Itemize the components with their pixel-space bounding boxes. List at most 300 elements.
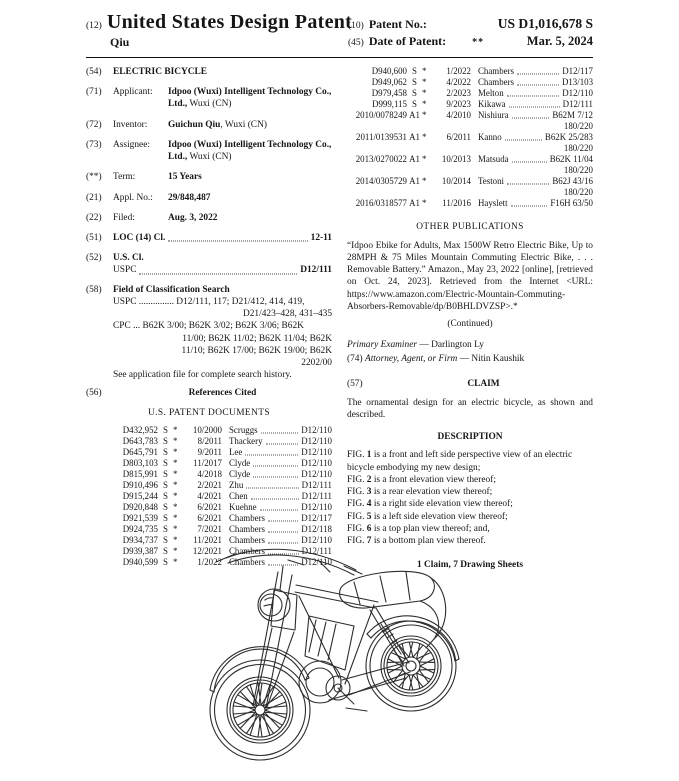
citation-asterisk: *	[422, 198, 427, 209]
citation-class-continuation: 180/220	[563, 187, 593, 198]
fig-number: 6	[366, 523, 372, 534]
uspc-label: USPC	[113, 265, 137, 276]
citation-row	[98, 513, 332, 524]
figure-description-line	[347, 449, 593, 473]
citation-date: 1/2022	[197, 557, 222, 568]
front-fork	[253, 566, 297, 708]
citation-date: 4/2018	[197, 468, 222, 479]
patent-figure	[168, 538, 516, 781]
field-value-bold: Idpoo (Wuxi) Intelligent Technology Co., Ltd.,	[168, 139, 332, 163]
field-value	[168, 171, 332, 183]
search-history-note: See application file for complete search history.	[113, 370, 292, 381]
citation-number: 2011/0139531	[356, 132, 407, 143]
citation-date: 12/2021	[192, 546, 222, 557]
field-value-plain: , Wuxi (CN)	[220, 119, 267, 130]
citation-class: D12/110	[301, 502, 332, 513]
dot-leader	[260, 510, 299, 511]
citation-asterisk: *	[422, 77, 427, 88]
citation-row	[347, 110, 593, 121]
fig-prefix: FIG.	[347, 474, 367, 485]
citation-kind-code: S	[163, 546, 168, 557]
invention-title: ELECTRIC BICYCLE	[113, 67, 208, 77]
citation-number: 2013/0270022	[355, 154, 407, 165]
header-right	[348, 11, 593, 50]
claims-sheets-summary: 1 Claim, 7 Drawing Sheets	[417, 560, 523, 571]
dot-leader	[261, 432, 299, 433]
citation-row	[347, 176, 593, 187]
inventor-surname: Qiu	[110, 35, 130, 49]
citation-class: B62J 43/16	[552, 176, 593, 187]
attorney-line	[347, 353, 593, 365]
dot-leader	[139, 273, 297, 274]
citation-date: 9/2011	[197, 446, 222, 457]
citation-inventor-name: Chambers	[229, 513, 265, 524]
citation-date: 9/2023	[446, 99, 471, 110]
fig-text: is a top plan view thereof; and,	[371, 523, 490, 534]
citation-class: D13/103	[561, 77, 593, 88]
dot-leader	[517, 85, 559, 86]
citation-number: D999,115	[372, 99, 407, 110]
citation-class: D12/110	[301, 557, 332, 568]
field-label: Applicant:	[113, 87, 153, 98]
citation-row	[98, 447, 332, 458]
citation-number: D803,103	[122, 457, 158, 468]
citation-asterisk: *	[173, 502, 178, 513]
fig-text: is a bottom plan view thereof.	[371, 536, 486, 546]
fig-prefix: FIG.	[347, 499, 367, 510]
citation-class: D12/111	[301, 491, 332, 501]
citation-class-continuation: 180/220	[563, 165, 593, 176]
us-cl-label: U.S. Cl.	[113, 253, 144, 264]
wheel-spoke	[261, 715, 273, 734]
citation-inventor-name: Testoni	[478, 176, 504, 187]
citation-number: D432,952	[122, 424, 158, 435]
field-code: (73)	[86, 139, 102, 150]
citation-inventor-name: Kuehne	[229, 502, 257, 513]
other-publications-text: “Idpoo Ebike for Adults, Max 1500W Retro Electric Bike, Up to 28MPH & 75 Miles Mountain Commuting Electric Bike, . . . Removable Battery.” Amazon., May 23, 2022 [online], [retrieved on Oct. 24, 2023]. Retrieved from the Internet <URL: https://www.amazon.com/Electric-Mountain-Commuting-Absorbers-Removable/dp/B0BHLDVZSP>.*	[347, 240, 593, 312]
bibliographic-row	[86, 171, 332, 183]
citation-kind-code: S	[412, 99, 417, 110]
dot-leader	[509, 107, 560, 108]
figure-description-line	[347, 498, 593, 510]
claim-text: The ornamental design for an electric bicycle, as shown and described.	[347, 397, 593, 421]
bibliographic-row	[86, 212, 332, 224]
citation-inventor-name: Clyde	[229, 457, 251, 468]
field-label: Assignee:	[113, 139, 150, 150]
date-of-patent-label: Date of Patent:	[368, 34, 447, 49]
field-value	[168, 212, 332, 224]
wheel-spoke	[417, 673, 431, 680]
citation-asterisk: *	[173, 435, 178, 446]
fig-text: is a front and left side perspective view of an electric bicycle embodying my new design;	[347, 450, 573, 473]
code-74: (74)	[347, 354, 363, 365]
citation-inventor-name: Clyde	[229, 468, 251, 479]
citation-class: B62K 11/04	[549, 154, 593, 165]
patent-number: US D1,016,678 S	[497, 16, 593, 31]
citation-class-continuation: 180/220	[563, 121, 593, 132]
citation-asterisk: *	[173, 557, 178, 568]
wheel-spoke	[419, 650, 429, 662]
citation-inventor-name: Lee	[229, 446, 243, 457]
dot-leader	[512, 118, 550, 119]
primary-examiner-label: Primary Examiner	[347, 340, 418, 351]
citation-class: F16H 63/50	[550, 198, 593, 209]
primary-examiner-name: — Darlington Ly	[417, 340, 484, 351]
citation-kind-code: S	[163, 513, 168, 524]
document-title: United States Design Patent	[106, 11, 353, 33]
loc-value: 12-11	[310, 232, 332, 243]
dot-leader	[266, 443, 299, 444]
citation-date: 10/2014	[441, 176, 471, 187]
citation-row	[347, 132, 593, 143]
references-cited-title: References Cited	[188, 388, 257, 399]
code-57: (57)	[347, 378, 363, 389]
citation-row	[347, 198, 593, 209]
citation-inventor-name: Kikawa	[478, 99, 506, 110]
citation-class: D12/110	[301, 424, 332, 435]
wheel-spoke	[413, 675, 423, 687]
field-of-search	[86, 284, 332, 382]
citation-asterisk: *	[422, 88, 427, 99]
citation-asterisk: *	[422, 154, 427, 165]
field-search-uspc: USPC ............... D12/111, 117; D21/412, 414, 419,	[113, 296, 305, 307]
citation-inventor-name: Chambers	[229, 524, 265, 535]
field-value-plain: Wuxi (CN)	[187, 152, 232, 163]
uspc-value: D12/111	[300, 265, 332, 276]
citation-row	[98, 480, 332, 491]
code-51: (51)	[86, 232, 102, 243]
citation-inventor-name: Kanno	[478, 132, 502, 143]
citation-number: 2010/0078249	[355, 110, 407, 121]
citation-date: 6/2011	[446, 132, 471, 143]
rear-wheel	[366, 621, 456, 711]
code-58: (58)	[86, 284, 102, 295]
code-45: (45)	[348, 38, 364, 49]
bibliographic-fields	[86, 86, 332, 224]
right-column	[347, 66, 593, 571]
electric-bicycle-drawing	[168, 538, 516, 781]
field-value-bold: Aug. 3, 2022	[168, 212, 218, 223]
patent-date: Mar. 5, 2024	[526, 34, 593, 49]
citation-row	[98, 436, 332, 447]
citation-row	[98, 458, 332, 469]
citation-kind-code: A1	[409, 176, 420, 187]
field-value-bold: Guichun Qiu	[168, 119, 221, 130]
citation-date: 10/2000	[192, 424, 222, 435]
figure-description-line	[347, 511, 593, 523]
citation-inventor-name: Nishiura	[478, 110, 509, 121]
dot-leader	[505, 140, 542, 141]
fig-number: 2	[366, 474, 372, 485]
citation-asterisk: *	[173, 457, 178, 468]
attorney-name: — Nitin Kaushik	[457, 354, 525, 365]
field-search-cpc: CPC ... B62K 3/00; B62K 3/02; B62K 3/06; B62K	[113, 321, 304, 332]
citation-row	[347, 88, 593, 99]
citation-inventor-name: Zhu	[229, 479, 244, 490]
field-value	[168, 119, 332, 131]
citation-class: D12/110	[301, 446, 332, 457]
us-patent-documents-heading: U.S. PATENT DOCUMENTS	[148, 407, 270, 418]
citation-class: D12/110	[301, 435, 332, 446]
citation-kind-code: S	[163, 502, 168, 513]
citation-kind-code: S	[163, 424, 168, 435]
attorney-label: Attorney, Agent, or Firm	[364, 354, 458, 365]
wheel-spoke	[417, 644, 420, 659]
code-56: (56)	[86, 388, 102, 399]
citation-asterisk: *	[422, 66, 427, 76]
fig-number: 4	[366, 499, 372, 510]
field-search-cpc-cont: 11/10; B62K 17/00; B62K 19/00; B62K	[181, 345, 332, 356]
field-value-plain: Wuxi (CN)	[187, 99, 232, 110]
figure-description-line	[347, 523, 593, 535]
citation-class: D12/111	[301, 479, 332, 490]
citation-inventor-name: Chambers	[478, 66, 514, 76]
citation-number: D979,458	[371, 88, 407, 99]
citation-number: D924,735	[122, 524, 158, 535]
citation-inventor-name: Scruggs	[229, 424, 258, 435]
fig-text: is a front elevation view thereof;	[371, 474, 496, 485]
front-wheel	[210, 660, 310, 760]
dot-leader	[517, 74, 559, 75]
citation-class: D12/117	[301, 513, 332, 524]
citation-class: B62M 7/12	[552, 110, 593, 121]
field-search-uspc-cont: D21/423–428, 431–435	[242, 309, 332, 320]
citation-kind-code: S	[412, 66, 417, 76]
citation-date: 11/2017	[193, 457, 222, 468]
citation-date: 10/2013	[441, 154, 471, 165]
citation-number: D643,783	[122, 435, 158, 446]
citation-kind-code: S	[412, 77, 417, 88]
citation-asterisk: *	[173, 446, 178, 457]
citation-date: 2/2021	[197, 479, 222, 490]
citation-date: 6/2021	[197, 513, 222, 524]
citation-class: D12/111	[562, 99, 593, 110]
citation-kind-code: S	[163, 479, 168, 490]
wheel-spoke	[247, 715, 259, 734]
citation-kind-code: A1	[409, 198, 420, 209]
citation-class: D12/117	[562, 66, 593, 76]
citation-kind-code: S	[163, 446, 168, 457]
citation-row	[347, 99, 593, 110]
fig-number: 7	[366, 536, 372, 546]
citation-asterisk: *	[422, 176, 427, 187]
term-asterisks: **	[472, 37, 485, 49]
field-label: Appl. No.:	[113, 192, 153, 203]
citation-inventor-name: Melton	[478, 88, 504, 99]
citation-inventor-name: Hayslett	[478, 198, 508, 209]
citation-kind-code: S	[163, 435, 168, 446]
fig-prefix: FIG.	[347, 523, 367, 534]
bibliographic-row	[86, 119, 332, 131]
citation-row	[98, 502, 332, 513]
citation-number: 2016/0318577	[355, 198, 407, 209]
citation-kind-code: A1	[409, 154, 420, 165]
citation-number: D949,062	[371, 77, 407, 88]
citation-asterisk: *	[173, 546, 178, 557]
citation-inventor-name: Chambers	[229, 535, 265, 546]
citation-row	[347, 154, 593, 165]
fig-prefix: FIG.	[347, 487, 367, 498]
field-value	[168, 192, 332, 204]
field-value	[168, 139, 332, 163]
citation-date: 4/2010	[446, 110, 471, 121]
field-search-cpc-cont: 2202/00	[301, 357, 332, 368]
citation-inventor-name: Chen	[229, 491, 248, 501]
citation-date: 4/2022	[446, 77, 471, 88]
claim-heading-row	[347, 378, 593, 390]
fig-prefix: FIG.	[347, 450, 367, 461]
citation-row	[98, 524, 332, 535]
primary-examiner-line	[347, 339, 593, 351]
description-heading: DESCRIPTION	[437, 432, 503, 443]
citation-row	[98, 469, 332, 480]
citation-date: 11/2016	[442, 198, 471, 209]
claim-heading: CLAIM	[467, 378, 500, 389]
citation-inventor-name: Thackery	[229, 435, 263, 446]
citation-class: D12/110	[301, 468, 332, 479]
patent-header	[86, 11, 593, 50]
citation-row	[347, 66, 593, 77]
dot-leader	[245, 454, 298, 455]
handlebar	[216, 549, 362, 575]
citation-number: D940,599	[122, 557, 158, 568]
fig-number: 3	[366, 487, 372, 498]
citation-number: 2014/0305729	[355, 176, 407, 187]
citation-asterisk: *	[422, 132, 427, 143]
figure-description-line	[347, 486, 593, 498]
citation-asterisk: *	[173, 491, 178, 501]
kind-code-12: (12)	[86, 21, 102, 31]
citation-kind-code: S	[412, 88, 417, 99]
dot-leader	[507, 96, 560, 97]
field-code: (71)	[86, 87, 102, 98]
citation-inventor-name: Matsuda	[478, 154, 509, 165]
citation-date: 4/2021	[197, 491, 222, 501]
citation-asterisk: *	[173, 513, 178, 524]
citation-row	[98, 425, 332, 436]
dot-leader	[168, 241, 307, 242]
citation-number: D815,991	[122, 468, 158, 479]
header-divider	[86, 57, 593, 58]
citation-number: D920,848	[122, 502, 158, 513]
bibliographic-row	[86, 86, 332, 110]
continued-note: (Continued)	[447, 318, 493, 329]
field-label: Filed:	[113, 212, 135, 223]
field-of-search-heading: Field of Classification Search	[113, 284, 230, 295]
citation-kind-code: A1	[409, 110, 420, 121]
citation-asterisk: *	[422, 110, 427, 121]
citation-row	[347, 77, 593, 88]
field-code: (**)	[86, 172, 102, 183]
dot-leader	[512, 162, 547, 163]
citation-number: D921,539	[122, 513, 158, 524]
left-column	[86, 66, 332, 571]
dot-leader	[251, 499, 299, 500]
citation-class: D12/118	[301, 524, 332, 535]
header-left	[86, 11, 353, 50]
citation-date: 7/2021	[197, 524, 222, 535]
field-label: Inventor:	[113, 119, 148, 130]
dot-leader	[268, 521, 298, 522]
citation-asterisk: *	[173, 524, 178, 535]
other-publications-heading: OTHER PUBLICATIONS	[416, 222, 524, 233]
fig-text: is a rear elevation view thereof;	[371, 487, 493, 498]
citation-date: 6/2021	[197, 502, 222, 513]
field-code: (22)	[86, 212, 102, 223]
citation-date: 1/2022	[446, 66, 471, 76]
citation-kind-code: S	[163, 457, 168, 468]
fig-text: is a left side elevation view thereof;	[371, 511, 508, 522]
citation-row	[98, 491, 332, 502]
citation-kind-code: S	[163, 535, 168, 546]
bibliographic-row	[86, 192, 332, 204]
citation-class: D12/110	[562, 88, 593, 99]
field-label: Term:	[113, 172, 136, 183]
citation-inventor-name: Chambers	[478, 77, 514, 88]
citation-asterisk: *	[173, 468, 178, 479]
citation-class: B62K 25/283	[544, 132, 593, 143]
citation-kind-code: S	[163, 557, 168, 568]
fig-text: is a right side elevation view thereof;	[371, 499, 513, 510]
field-value	[168, 86, 332, 110]
dot-leader	[507, 184, 549, 185]
citation-asterisk: *	[173, 479, 178, 490]
citation-number: D939,387	[122, 546, 158, 557]
citation-inventor-name: Chambers	[229, 546, 265, 557]
citation-date: 2/2023	[446, 88, 471, 99]
us-classification	[86, 252, 332, 276]
dot-leader	[246, 488, 298, 489]
citation-inventor-name: Chambers	[229, 557, 265, 568]
citation-date: 8/2011	[197, 435, 222, 446]
citations-continued-table	[347, 66, 593, 209]
citation-asterisk: *	[173, 535, 178, 546]
loc-classification	[86, 232, 332, 244]
citation-class: D12/110	[301, 535, 332, 546]
citation-class: D12/110	[301, 457, 332, 468]
citation-number: D915,244	[122, 491, 158, 501]
code-10: (10)	[348, 21, 364, 31]
field-code: (72)	[86, 119, 102, 130]
citation-kind-code: S	[163, 524, 168, 535]
code-54: (54)	[86, 67, 102, 77]
fig-prefix: FIG.	[347, 511, 367, 522]
dot-leader	[268, 532, 298, 533]
citation-kind-code: S	[163, 468, 168, 479]
citation-class: D12/111	[301, 546, 332, 557]
citation-kind-code: A1	[409, 132, 420, 143]
field-value-bold: 29/848,487	[168, 192, 211, 203]
citation-class-continuation: 180/220	[563, 143, 593, 154]
patent-no-label: Patent No.:	[368, 17, 427, 31]
references-cited-heading	[86, 387, 332, 399]
fig-number: 5	[366, 511, 372, 522]
dot-leader	[253, 476, 298, 477]
citation-number: D940,600	[371, 66, 407, 76]
fig-prefix: FIG.	[347, 536, 367, 546]
loc-label: LOC (14) Cl.	[113, 232, 166, 243]
citation-asterisk: *	[422, 99, 427, 110]
citation-number: D934,737	[122, 535, 158, 546]
field-search-cpc-cont: 11/00; B62K 11/02; B62K 11/04; B62K	[182, 333, 332, 344]
code-52: (52)	[86, 253, 102, 264]
dot-leader	[253, 465, 298, 466]
dot-leader	[511, 206, 548, 207]
field-value-bold: 15 Years	[168, 172, 202, 183]
bibliographic-row	[86, 139, 332, 163]
citation-asterisk: *	[173, 424, 178, 435]
figure-description-list	[347, 449, 593, 547]
